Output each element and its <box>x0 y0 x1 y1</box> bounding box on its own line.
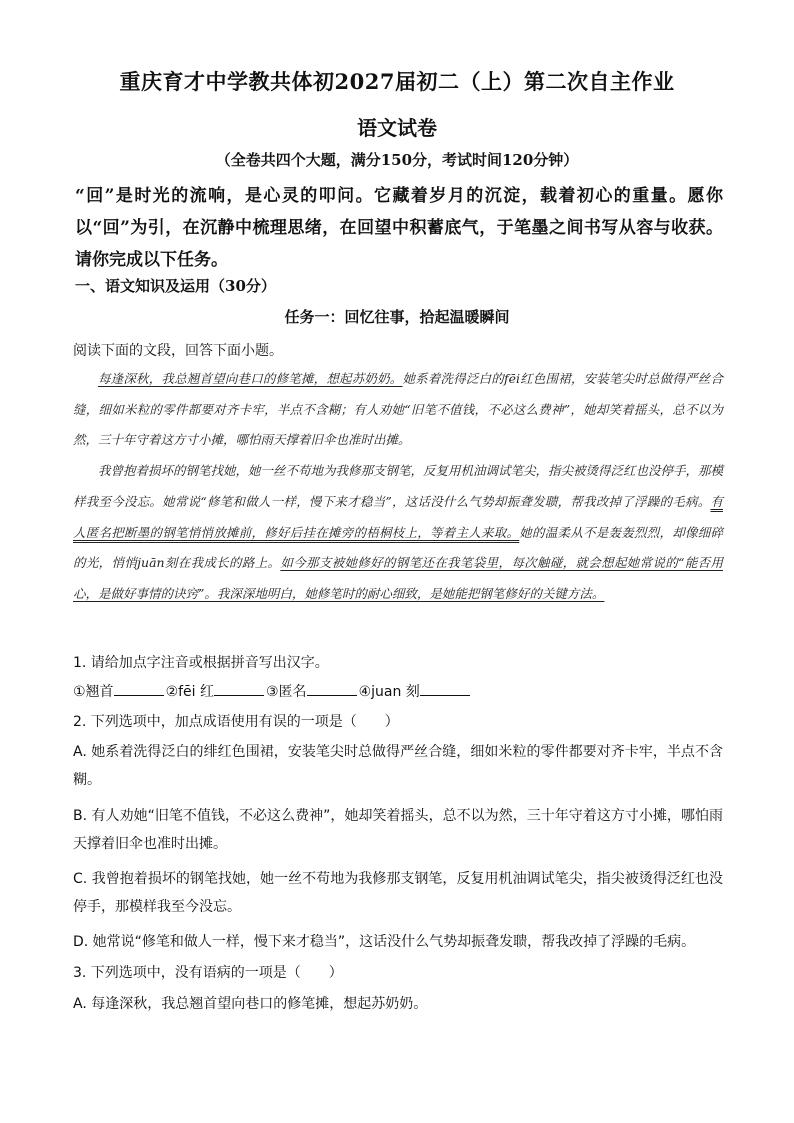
q1-item: ①翘首 <box>73 684 114 700</box>
answer-blank[interactable] <box>214 681 264 696</box>
answer-blank[interactable] <box>114 681 164 696</box>
exam-info: （全卷共四个大题，满分150分，考试时间120分钟） <box>215 151 579 169</box>
reading-passage <box>73 364 723 610</box>
task-heading: 任务一：回忆往事，拾起温暖瞬间 <box>284 308 510 326</box>
intro-paragraph: “回”是时光的流响，是心灵的叩问。它藏着岁月的沉淀，载着初心的重量。愿你以“回”为引，在沉静中梳理思绪，在回望中积蓄底气，于笔墨之间书写从容与收获。请你完成以下任务。 <box>75 186 723 270</box>
passage-text: 她的温柔从不是轰轰烈烈，却像细碎的光，悄悄juān刻在我成长的路上。 <box>73 524 723 571</box>
answer-blank[interactable] <box>307 681 357 696</box>
option-d: D. 她常说“修笔和做人一样，慢下来才稳当”，这话没什么气势却振聋发聩，帮我改掉了浮躁的毛病。 <box>73 934 696 950</box>
passage-paragraph-2 <box>73 456 723 610</box>
option-a: A. 每逢深秋，我总翘首望向巷口的修笔摊，想起苏奶奶。 <box>73 996 428 1012</box>
section-heading: 一、语文知识及运用（30分） <box>75 277 276 295</box>
underlined-sentence-2: 有人匿名把断墨的钢笔悄悄放摊前，修好后挂在摊旁的梧桐枝上，等着主人来取。 <box>73 493 723 540</box>
question-3-stem: 3. 下列选项中，没有语病的一项是（ ） <box>73 965 343 981</box>
option-c: C. 我曾抱着损坏的钢笔找她，她一丝不苟地为我修那支钢笔，反复用机油调试笔尖，指尖被烫得泛红也没停手，那模样我至今没忘。 <box>73 871 723 915</box>
underlined-sentence-3: 如今那支被她修好的钢笔还在我笔袋里，每次触碰，就会想起她常说的“能否用心，是做好事情的诀窍”。我深深地明白，她修笔时的耐心细致，是她能把钢笔修好的关键方法。 <box>73 555 723 601</box>
option-b: B. 有人劝她“旧笔不值钱，不必这么费神”，她却笑着摇头，总不以为然，三十年守着这方寸小摊，哪怕雨天撑着旧伞也准时出摊。 <box>73 808 723 852</box>
reading-instruction: 阅读下面的文段，回答下面小题。 <box>73 343 283 359</box>
question-1-items <box>73 681 472 701</box>
passage-paragraph-1 <box>73 364 723 456</box>
answer-blank[interactable] <box>420 681 470 696</box>
q1-item: ②fēi 红 <box>165 684 214 700</box>
underlined-sentence-1: 每逢深秋，我总翘首望向巷口的修笔摊，想起苏奶奶。 <box>98 371 403 386</box>
option-a: A. 她系着洗得泛白的绯红色围裙，安装笔尖时总做得严丝合缝，细如米粒的零件都要对齐卡牢，半点不含糊。 <box>73 744 723 788</box>
q1-item: ④juan 刻 <box>358 684 420 700</box>
question-2-stem: 2. 下列选项中，加点成语使用有误的一项是（ ） <box>73 714 399 730</box>
exam-title: 重庆育才中学教共体初2027届初二（上）第二次自主作业 <box>119 69 675 94</box>
passage-text: 我曾抱着损坏的钢笔找她，她一丝不苟地为我修那支钢笔，反复用机油调试笔尖，指尖被烫得泛红也没停手，那模样我至今没忘。她常说“修笔和做人一样，慢下来才稳当”，这话没什么气势却振聋发聩，帮我改掉了浮躁的毛病。 <box>73 463 724 509</box>
exam-subtitle: 语文试卷 <box>357 116 437 140</box>
question-1-stem: 1. 请给加点字注音或根据拼音写出汉字。 <box>73 655 329 671</box>
passage-text: 她系着洗得泛白的fēi红色围裙，安装笔尖时总做得严丝合缝，细如米粒的零件都要对齐卡牢，半点不含糊；有人劝她“旧笔不值钱，不必这么费神”，她却笑着摇头，总不以为然，三十年守着这方寸小摊，哪怕雨天撑着旧伞也准时出摊。 <box>73 371 723 448</box>
q1-item: ③匿名 <box>266 684 307 700</box>
